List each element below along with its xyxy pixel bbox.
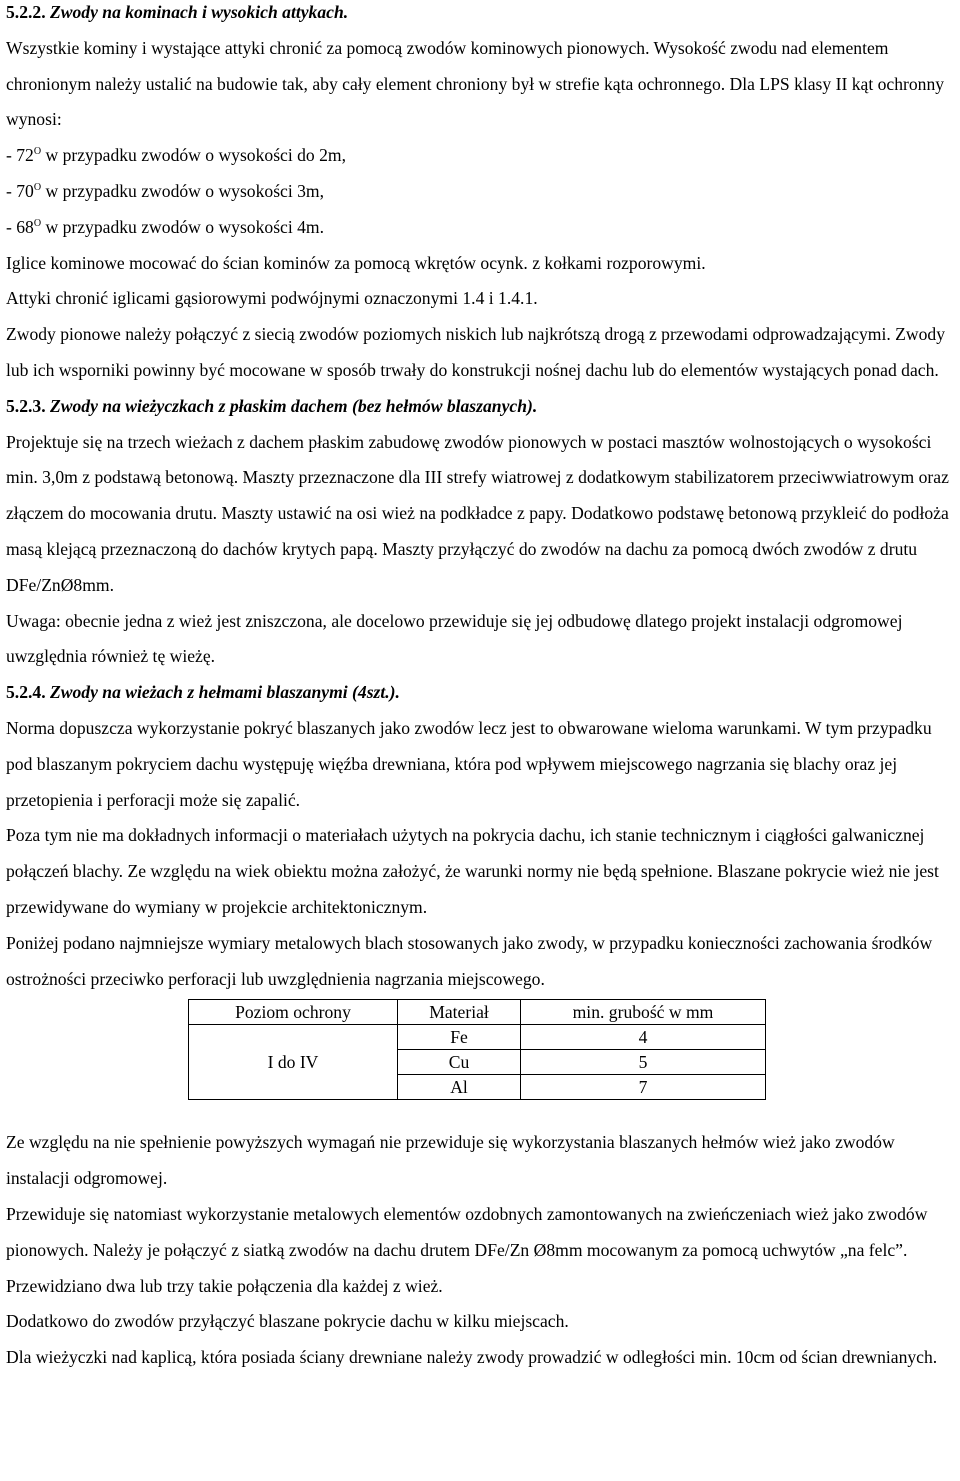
paragraph-attics: Attyki chronić iglicami gąsiorowymi podwójnymi oznaczonymi 1.4 i 1.4.1. bbox=[6, 288, 538, 309]
degree-marker: O bbox=[33, 217, 42, 229]
paragraph-chapel-tower: Dla wieżyczki nad kaplicą, która posiada ściany drewniane należy zwody prowadzić w odległości min. 10cm od ścian drewnianych. bbox=[6, 1347, 938, 1368]
angle-item-1: - $72^O$ w przypadku zwodów o wysokości do 2m, bbox=[6, 145, 347, 166]
degree-marker: O bbox=[33, 181, 42, 193]
paragraph-sheet-metal-norm: Norma dopuszcza wykorzystanie pokryć blaszanych jako zwodów lecz jest to obwarowane wieloma warunkami. W tym przypadku pod blaszanym pokryciem dachu występuję więźba drewniana, która pod wpływem miejscowego nagrzania się blachy oraz jej przetopienia i perforacji może się zapalić. bbox=[6, 717, 932, 810]
paragraph-vertical-rods: Zwody pionowe należy połączyć z siecią zwodów poziomych niskich lub najkrótszą drogą z przewodami odprowadzającymi. Zwody lub ich wsporniki powinny być mocowane w sposób trwały do konstrukcji nośnej dachu lub do elementów wystających ponad dach. bbox=[6, 324, 945, 380]
paragraph-chimneys-intro: Wszystkie kominy i wystające attyki chronić za pomocą zwodów kominowych pionowych. Wysokość zwodu nad elementem chronionym należy ustalić na budowie tak, aby cały element chroniony był w strefie kąta ochronnego. Dla LPS klasy II kąt ochronny wynosi: bbox=[6, 37, 945, 130]
thickness-table-wrapper bbox=[6, 999, 954, 1100]
table-header-cell: Materiał bbox=[398, 1000, 521, 1025]
paragraph-roof-condition: Poza tym nie ma dokładnych informacji o materiałach użytych na pokrycia dachu, ich stanie technicznym i ciągłości galwanicznej połączeń blachy. Ze względu na wiek obiektu można założyć, że warunki normy nie będą spełnione. Blaszane pokrycie wież nie jest przewidywane do wymiany w projekcie architektonicznym. bbox=[6, 825, 939, 917]
section-title: Zwody na wieżyczkach z płaskim dachem (bez hełmów blaszanych). bbox=[50, 395, 538, 416]
paragraph-additional-connections: Dodatkowo do zwodów przyłączyć blaszane pokrycie dachu w kilku miejscach. bbox=[6, 1311, 569, 1332]
table-header-cell: min. grubość w mm bbox=[521, 1000, 766, 1025]
paragraph-masts: Projektuje się na trzech wieżach z dachem płaskim zabudowę zwodów pionowych w postaci masztów wolnostojących o wysokości min. 3,0m z podstawą betonową. Maszty przeznaczone dla III strefy wiatrowej z dodatkowym stabilizatorem przeciwwiatrowym oraz złączem do mocowania drutu. Maszty ustawić na osi wież na podkładce z papy. Dodatkowo podstawę betonową przykleić do podłoża masą klejącą przeznaczoną do dachów krytych papą. Maszty przyłączyć do zwodów na dachu za pomocą dwóch zwodów z drutu DFe/ZnØ8mm. bbox=[6, 431, 949, 595]
paragraph-requirements-not-met: Ze względu na nie spełnienie powyższych wymagań nie przewiduje się wykorzystania blaszanych hełmów wież jako zwodów instalacji odgromowej. bbox=[6, 1132, 895, 1189]
table-header-cell: Poziom ochrony bbox=[189, 1000, 398, 1025]
section-heading-5-2-3 bbox=[6, 389, 954, 425]
section-number: 5.2.4. bbox=[6, 682, 46, 703]
paragraph-chimney-spikes: Iglice kominowe mocować do ścian kominów za pomocą wkrętów ocynk. z kołkami rozporowymi. bbox=[6, 252, 706, 273]
angle-item-3: - $68^O$ w przypadku zwodów o wysokości 4m. bbox=[6, 216, 325, 237]
protection-level-cell: I do IV bbox=[189, 1025, 398, 1100]
degree-marker: O bbox=[33, 146, 42, 158]
table-row bbox=[189, 1025, 766, 1050]
material-cell: Al bbox=[398, 1075, 521, 1100]
thickness-table bbox=[188, 999, 766, 1100]
table-header-row bbox=[189, 1000, 766, 1025]
material-cell: Cu bbox=[398, 1050, 521, 1075]
section-title: Zwody na wieżach z hełmami blaszanymi (4szt.). bbox=[50, 682, 400, 703]
section-number: 5.2.3. bbox=[6, 395, 46, 416]
thickness-cell: 4 bbox=[521, 1025, 766, 1050]
section-heading-5-2-2 bbox=[6, 0, 954, 31]
section-title: Zwody na kominach i wysokich attykach. bbox=[50, 2, 349, 22]
material-cell: Fe bbox=[398, 1025, 521, 1050]
section-number: 5.2.2. bbox=[6, 2, 46, 22]
paragraph-note: Uwaga: obecnie jedna z wież jest zniszczona, ale docelowo przewiduje się jej odbudowę dlatego projekt instalacji odgromowej uwzględnia również tę wieżę. bbox=[6, 610, 903, 667]
thickness-cell: 5 bbox=[521, 1050, 766, 1075]
section-heading-5-2-4 bbox=[6, 675, 954, 711]
thickness-cell: 7 bbox=[521, 1075, 766, 1100]
paragraph-min-dimensions: Poniżej podano najmniejsze wymiary metalowych blach stosowanych jako zwody, w przypadku konieczności zachowania środków ostrożności przeciwko perforacji lub uwzględnienia nagrzania miejscowego. bbox=[6, 932, 933, 989]
paragraph-decorative-elements: Przewiduje się natomiast wykorzystanie metalowych elementów ozdobnych zamontowanych na zwieńczeniach wież jako zwodów pionowych. Należy je połączyć z siatką zwodów na dachu drutem DFe/Zn Ø8mm mocowanym za pomocą uchwytów „na felc”. Przewidziano dwa lub trzy takie połączenia dla każdej z wież. bbox=[6, 1203, 928, 1296]
angle-item-2: - $70^O$ w przypadku zwodów o wysokości 3m, bbox=[6, 180, 325, 201]
